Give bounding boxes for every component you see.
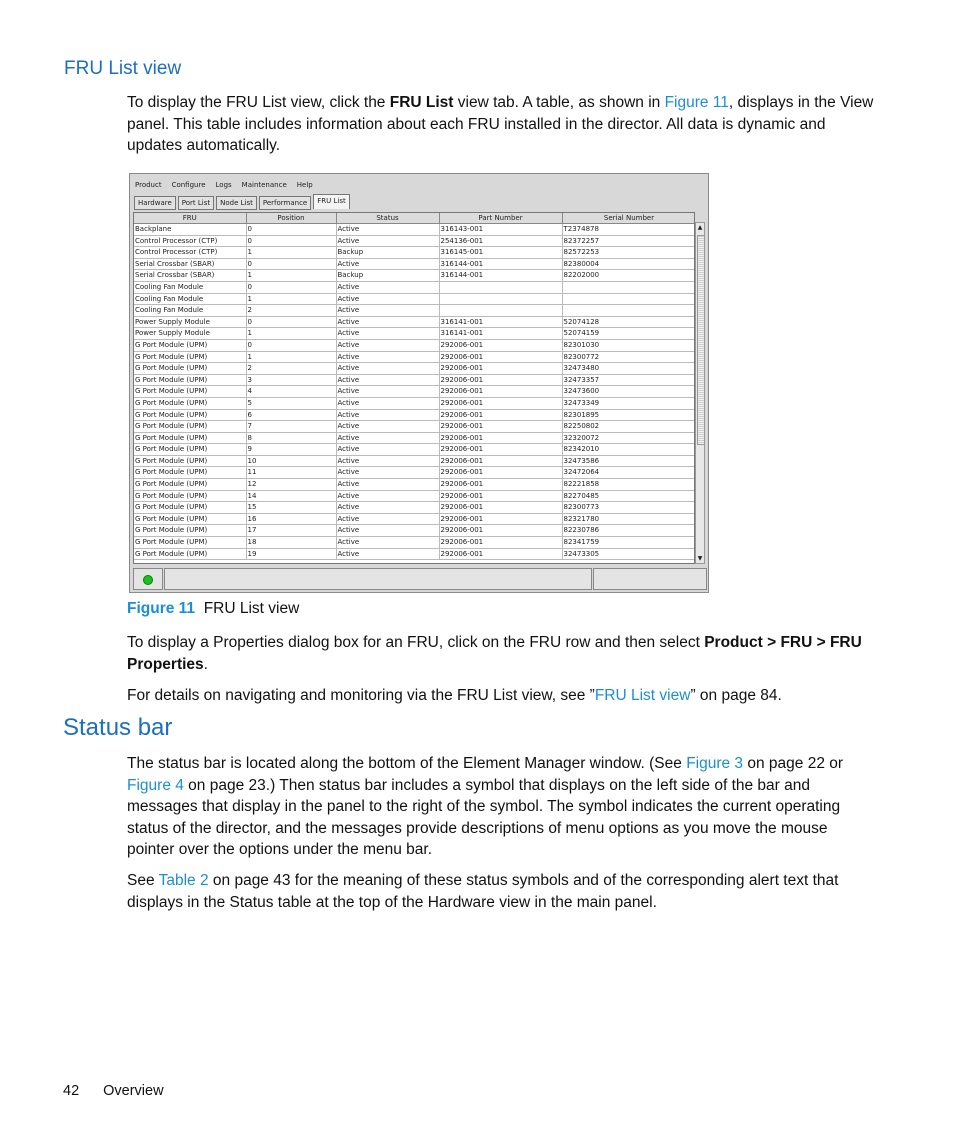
column-header-position[interactable]: Position xyxy=(246,213,336,224)
table-header-row xyxy=(134,213,695,224)
fru-list-view-link[interactable]: FRU List view xyxy=(594,687,691,704)
cell-status: Active xyxy=(336,490,439,502)
cell-serial-number: 82341759 xyxy=(562,537,695,549)
cell-part-number: 292006-001 xyxy=(439,351,562,363)
cell-part-number: 292006-001 xyxy=(439,502,562,514)
column-header-part-number[interactable]: Part Number xyxy=(439,213,562,224)
cell-serial-number: 82270485 xyxy=(562,490,695,502)
table-row[interactable] xyxy=(134,235,695,247)
cell-serial-number: 82230786 xyxy=(562,525,695,537)
cell-status: Active xyxy=(336,224,439,236)
cell-fru: G Port Module (UPM) xyxy=(134,444,246,456)
cell-status: Active xyxy=(336,432,439,444)
cell-position: 1 xyxy=(246,293,336,305)
table-row[interactable] xyxy=(134,386,695,398)
cell-fru: Cooling Fan Module xyxy=(134,281,246,293)
cell-fru: Backplane xyxy=(134,224,246,236)
cell-fru: Serial Crossbar (SBAR) xyxy=(134,258,246,270)
cell-status: Active xyxy=(336,351,439,363)
cell-fru: G Port Module (UPM) xyxy=(134,409,246,421)
table-row[interactable] xyxy=(134,513,695,525)
scroll-up-icon[interactable]: ▲ xyxy=(697,224,703,231)
figure-3-link[interactable]: Figure 3 xyxy=(686,755,744,772)
cell-serial-number: 82221858 xyxy=(562,479,695,491)
cell-position: 11 xyxy=(246,467,336,479)
cell-status: Active xyxy=(336,235,439,247)
cell-serial-number: 82301895 xyxy=(562,409,695,421)
cell-serial-number: 32320072 xyxy=(562,432,695,444)
cell-position: 14 xyxy=(246,490,336,502)
cell-part-number: 292006-001 xyxy=(439,455,562,467)
cell-fru: G Port Module (UPM) xyxy=(134,467,246,479)
cell-status: Active xyxy=(336,444,439,456)
table-row[interactable] xyxy=(134,409,695,421)
page-footer xyxy=(63,1083,164,1099)
cell-fru: G Port Module (UPM) xyxy=(134,479,246,491)
column-header-status[interactable]: Status xyxy=(336,213,439,224)
cell-serial-number: 32473349 xyxy=(562,397,695,409)
cell-position: 9 xyxy=(246,444,336,456)
cell-fru: Control Processor (CTP) xyxy=(134,235,246,247)
vertical-scrollbar[interactable] xyxy=(695,222,705,564)
table-row[interactable] xyxy=(134,490,695,502)
cell-status: Backup xyxy=(336,247,439,259)
cell-part-number xyxy=(439,293,562,305)
cell-status: Active xyxy=(336,305,439,317)
cell-fru: G Port Module (UPM) xyxy=(134,455,246,467)
tab-performance[interactable]: Performance xyxy=(259,196,311,210)
table-row[interactable] xyxy=(134,537,695,549)
cell-fru: G Port Module (UPM) xyxy=(134,525,246,537)
menu-configure[interactable]: Configure xyxy=(171,181,206,189)
cell-position: 0 xyxy=(246,258,336,270)
cell-part-number: 292006-001 xyxy=(439,444,562,456)
tab-port-list[interactable]: Port List xyxy=(178,196,214,210)
cell-serial-number: T2374878 xyxy=(562,224,695,236)
table-row[interactable] xyxy=(134,224,695,236)
status-indicator-icon xyxy=(143,575,153,585)
cell-status: Active xyxy=(336,513,439,525)
text: on page 23.) Then status bar includes a symbol that displays on the left side of the bar and messages that display in the panel to the right of the symbol. The symbol indicates the current operating status of the director, and the messages provide descriptions of menu options as you move the mouse pointer over the options under the menu bar. xyxy=(127,776,841,858)
status-symbol-cell xyxy=(133,568,163,590)
cell-fru: Power Supply Module xyxy=(134,328,246,340)
table-row[interactable] xyxy=(134,525,695,537)
cell-position: 1 xyxy=(246,270,336,282)
cell-position: 18 xyxy=(246,537,336,549)
cell-serial-number: 82301030 xyxy=(562,339,695,351)
table-row[interactable] xyxy=(134,444,695,456)
menu-maintenance[interactable]: Maintenance xyxy=(241,181,287,189)
cell-fru: G Port Module (UPM) xyxy=(134,490,246,502)
cell-status: Active xyxy=(336,479,439,491)
cell-serial-number: 82321780 xyxy=(562,513,695,525)
fru-table xyxy=(133,212,695,564)
table-row[interactable] xyxy=(134,270,695,282)
cell-position: 1 xyxy=(246,351,336,363)
cell-position: 15 xyxy=(246,502,336,514)
cell-part-number: 316144-001 xyxy=(439,270,562,282)
table-row[interactable] xyxy=(134,548,695,560)
cell-fru: Power Supply Module xyxy=(134,316,246,328)
cell-status: Active xyxy=(336,455,439,467)
cell-part-number: 316141-001 xyxy=(439,328,562,340)
cell-position: 1 xyxy=(246,247,336,259)
cell-position: 10 xyxy=(246,455,336,467)
cell-status: Active xyxy=(336,397,439,409)
cell-position: 5 xyxy=(246,397,336,409)
tab-node-list[interactable]: Node List xyxy=(216,196,257,210)
cell-fru: G Port Module (UPM) xyxy=(134,397,246,409)
cell-status: Active xyxy=(336,363,439,375)
cell-fru: G Port Module (UPM) xyxy=(134,502,246,514)
cell-serial-number: 32473305 xyxy=(562,548,695,560)
text: , displays in the View panel. This table includes information about each FRU installed in the director. All data is dynamic and updates automatically. xyxy=(127,94,874,154)
cell-serial-number: 32473586 xyxy=(562,455,695,467)
table-row[interactable] xyxy=(134,397,695,409)
cell-part-number: 316145-001 xyxy=(439,247,562,259)
bold-text: FRU List xyxy=(389,94,454,111)
tab-fru-list[interactable]: FRU List xyxy=(313,194,349,209)
status-extra-panel xyxy=(593,568,707,590)
cell-status: Active xyxy=(336,316,439,328)
footer-section: Overview xyxy=(103,1083,164,1099)
table-row[interactable] xyxy=(134,351,695,363)
cell-part-number: 292006-001 xyxy=(439,386,562,398)
cell-part-number: 316141-001 xyxy=(439,316,562,328)
text: The status bar is located along the bottom of the Element Manager window. (See xyxy=(127,755,687,772)
bold-text: Product > FRU > FRU Properties xyxy=(127,634,862,673)
text: For details on navigating and monitoring via the FRU List view, see ” xyxy=(127,687,595,704)
table-row[interactable] xyxy=(134,455,695,467)
cell-position: 8 xyxy=(246,432,336,444)
cell-fru: G Port Module (UPM) xyxy=(134,363,246,375)
cell-part-number: 292006-001 xyxy=(439,374,562,386)
table-row[interactable] xyxy=(134,479,695,491)
cell-part-number: 292006-001 xyxy=(439,363,562,375)
table-row[interactable] xyxy=(134,432,695,444)
paragraph-properties xyxy=(127,632,877,675)
figure-link[interactable]: Figure 11 xyxy=(664,94,729,111)
cell-fru: G Port Module (UPM) xyxy=(134,421,246,433)
cell-fru: G Port Module (UPM) xyxy=(134,537,246,549)
cell-part-number: 292006-001 xyxy=(439,479,562,491)
table-2-link[interactable]: Table 2 xyxy=(158,872,209,889)
table-row[interactable] xyxy=(134,258,695,270)
cell-serial-number: 32473600 xyxy=(562,386,695,398)
table-row[interactable] xyxy=(134,247,695,259)
cell-serial-number: 32473357 xyxy=(562,374,695,386)
table-row[interactable] xyxy=(134,305,695,317)
table-row[interactable] xyxy=(134,328,695,340)
cell-part-number xyxy=(439,305,562,317)
cell-fru: Control Processor (CTP) xyxy=(134,247,246,259)
paragraph-details xyxy=(127,685,877,707)
cell-part-number: 292006-001 xyxy=(439,537,562,549)
cell-serial-number: 32472064 xyxy=(562,467,695,479)
cell-status: Active xyxy=(336,374,439,386)
cell-part-number: 316143-001 xyxy=(439,224,562,236)
view-tabs xyxy=(134,196,350,210)
cell-fru: Cooling Fan Module xyxy=(134,293,246,305)
cell-fru: G Port Module (UPM) xyxy=(134,339,246,351)
cell-status: Active xyxy=(336,339,439,351)
cell-serial-number xyxy=(562,293,695,305)
table-row[interactable] xyxy=(134,339,695,351)
cell-fru: G Port Module (UPM) xyxy=(134,513,246,525)
cell-serial-number: 52074128 xyxy=(562,316,695,328)
table-row[interactable] xyxy=(134,467,695,479)
text: . xyxy=(203,655,208,673)
cell-position: 16 xyxy=(246,513,336,525)
cell-position: 0 xyxy=(246,316,336,328)
text: To display a Properties dialog box for an FRU, click on the FRU row and then select xyxy=(127,634,705,651)
cell-serial-number xyxy=(562,305,695,317)
figure-4-link[interactable]: Figure 4 xyxy=(127,776,184,794)
cell-part-number: 292006-001 xyxy=(439,432,562,444)
table-row[interactable] xyxy=(134,421,695,433)
text: view tab. A table, as shown in xyxy=(453,94,665,111)
fru-list-screenshot xyxy=(129,173,709,593)
cell-position: 17 xyxy=(246,525,336,537)
cell-serial-number: 82380004 xyxy=(562,258,695,270)
table-row[interactable] xyxy=(134,374,695,386)
column-header-serial-number[interactable]: Serial Number xyxy=(562,213,695,224)
cell-serial-number: 82300772 xyxy=(562,351,695,363)
cell-part-number: 316144-001 xyxy=(439,258,562,270)
cell-serial-number: 82300773 xyxy=(562,502,695,514)
menu-help[interactable]: Help xyxy=(296,181,313,189)
cell-serial-number: 32473480 xyxy=(562,363,695,375)
cell-serial-number: 82250802 xyxy=(562,421,695,433)
text: To display the FRU List view, click the xyxy=(127,94,390,111)
cell-position: 0 xyxy=(246,281,336,293)
table-row[interactable] xyxy=(134,281,695,293)
cell-fru: G Port Module (UPM) xyxy=(134,374,246,386)
cell-serial-number: 82572253 xyxy=(562,247,695,259)
text: ” on page 84. xyxy=(690,687,782,704)
cell-serial-number: 52074159 xyxy=(562,328,695,340)
paragraph-status-bar xyxy=(127,753,877,861)
cell-status: Active xyxy=(336,548,439,560)
table-row[interactable] xyxy=(134,316,695,328)
cell-status: Active xyxy=(336,467,439,479)
cell-part-number: 292006-001 xyxy=(439,421,562,433)
cell-part-number: 292006-001 xyxy=(439,548,562,560)
cell-position: 19 xyxy=(246,548,336,560)
text: on page 43 for the meaning of these status symbols and of the corresponding alert text that displays in the Status table at the top of the Hardware view in the main panel. xyxy=(127,872,839,911)
status-bar xyxy=(133,568,707,590)
cell-status: Active xyxy=(336,293,439,305)
figure-label: Figure 11 xyxy=(127,600,196,617)
cell-status: Active xyxy=(336,281,439,293)
cell-position: 0 xyxy=(246,339,336,351)
cell-part-number: 292006-001 xyxy=(439,397,562,409)
cell-part-number: 292006-001 xyxy=(439,525,562,537)
cell-position: 6 xyxy=(246,409,336,421)
cell-fru: G Port Module (UPM) xyxy=(134,351,246,363)
figure-caption-text: FRU List view xyxy=(203,600,300,617)
section-heading-fru-list-view: FRU List view xyxy=(64,58,182,79)
menu-logs[interactable]: Logs xyxy=(215,181,232,189)
cell-part-number: 292006-001 xyxy=(439,490,562,502)
cell-fru: G Port Module (UPM) xyxy=(134,386,246,398)
paragraph-status-symbols xyxy=(127,870,877,913)
cell-status: Active xyxy=(336,421,439,433)
cell-serial-number: 82342010 xyxy=(562,444,695,456)
menu-product[interactable]: Product xyxy=(135,181,162,189)
cell-serial-number: 82202000 xyxy=(562,270,695,282)
cell-fru: Cooling Fan Module xyxy=(134,305,246,317)
cell-status: Backup xyxy=(336,270,439,282)
page-number: 42 xyxy=(63,1083,80,1099)
cell-position: 3 xyxy=(246,374,336,386)
cell-part-number: 254136-001 xyxy=(439,235,562,247)
status-message-panel xyxy=(164,568,592,590)
cell-serial-number: 82372257 xyxy=(562,235,695,247)
cell-status: Active xyxy=(336,502,439,514)
menu-bar xyxy=(130,178,708,192)
scroll-down-icon[interactable]: ▼ xyxy=(697,555,703,562)
cell-status: Active xyxy=(336,258,439,270)
table-row[interactable] xyxy=(134,293,695,305)
column-header-fru[interactable]: FRU xyxy=(134,213,246,224)
cell-position: 4 xyxy=(246,386,336,398)
cell-fru: G Port Module (UPM) xyxy=(134,548,246,560)
text: on page 22 or xyxy=(743,755,844,772)
table-body xyxy=(134,224,695,560)
cell-part-number: 292006-001 xyxy=(439,339,562,351)
tab-hardware[interactable]: Hardware xyxy=(134,196,176,210)
cell-position: 1 xyxy=(246,328,336,340)
cell-position: 0 xyxy=(246,235,336,247)
cell-part-number: 292006-001 xyxy=(439,409,562,421)
cell-status: Active xyxy=(336,409,439,421)
cell-part-number: 292006-001 xyxy=(439,467,562,479)
figure-caption xyxy=(127,600,299,618)
cell-fru: Serial Crossbar (SBAR) xyxy=(134,270,246,282)
cell-position: 2 xyxy=(246,363,336,375)
cell-part-number: 292006-001 xyxy=(439,513,562,525)
cell-fru: G Port Module (UPM) xyxy=(134,432,246,444)
cell-position: 2 xyxy=(246,305,336,317)
cell-status: Active xyxy=(336,537,439,549)
cell-part-number xyxy=(439,281,562,293)
table-row[interactable] xyxy=(134,363,695,375)
paragraph-fru-intro xyxy=(127,92,877,157)
table-row[interactable] xyxy=(134,502,695,514)
cell-position: 0 xyxy=(246,224,336,236)
text: See xyxy=(127,872,159,889)
cell-status: Active xyxy=(336,328,439,340)
section-heading-status-bar: Status bar xyxy=(63,714,173,741)
cell-status: Active xyxy=(336,386,439,398)
cell-status: Active xyxy=(336,525,439,537)
cell-position: 12 xyxy=(246,479,336,491)
cell-serial-number xyxy=(562,281,695,293)
cell-position: 7 xyxy=(246,421,336,433)
scrollbar-thumb[interactable] xyxy=(697,235,705,445)
